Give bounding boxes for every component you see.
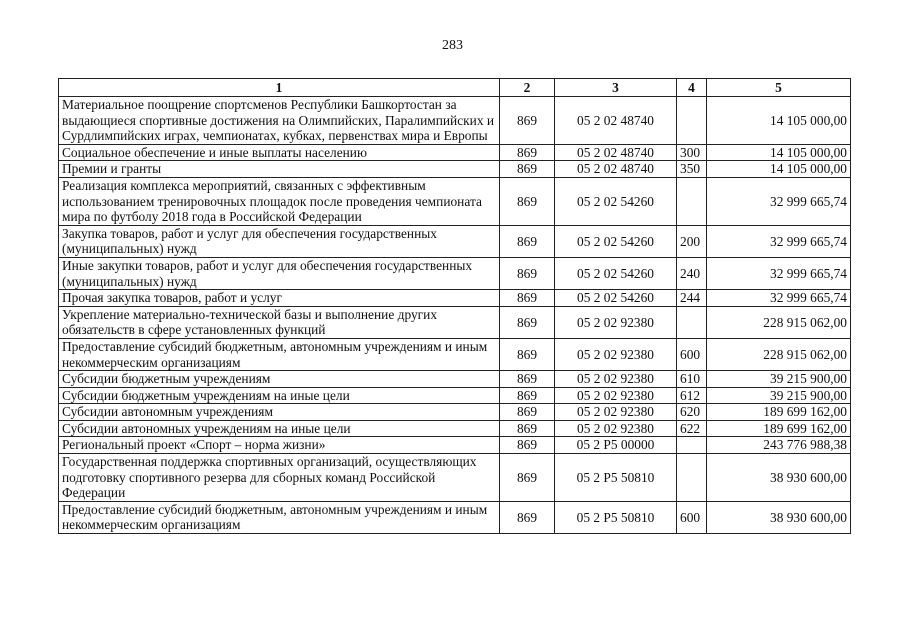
row-ministry-code: 869 [500,97,555,145]
table-row [59,371,851,388]
table-row [59,454,851,502]
row-amount: 32 999 665,74 [707,177,851,225]
row-expense-type: 350 [677,161,707,178]
column-header-3: 3 [555,79,677,97]
row-expense-type: 300 [677,144,707,161]
row-ministry-code: 869 [500,501,555,533]
row-expense-type: 612 [677,387,707,404]
row-description: Субсидии автономных учреждениям на иные цели [59,420,500,437]
row-amount: 228 915 062,00 [707,306,851,338]
table-row [59,404,851,421]
table-row [59,290,851,307]
row-ministry-code: 869 [500,371,555,388]
column-header-5: 5 [707,79,851,97]
row-amount: 32 999 665,74 [707,225,851,257]
row-amount: 32 999 665,74 [707,257,851,289]
table-row [59,257,851,289]
row-target-article: 05 2 02 54260 [555,225,677,257]
row-target-article: 05 2 02 92380 [555,387,677,404]
row-target-article: 05 2 02 92380 [555,338,677,370]
row-target-article: 05 2 02 92380 [555,420,677,437]
row-target-article: 05 2 02 54260 [555,177,677,225]
row-description: Иные закупки товаров, работ и услуг для обеспечения государственных (муниципальных) нужд [59,257,500,289]
row-ministry-code: 869 [500,454,555,502]
row-target-article: 05 2 P5 50810 [555,501,677,533]
row-amount: 14 105 000,00 [707,97,851,145]
row-ministry-code: 869 [500,225,555,257]
page-number: 283 [442,38,463,53]
row-description: Субсидии бюджетным учреждениям на иные цели [59,387,500,404]
row-amount: 189 699 162,00 [707,404,851,421]
row-ministry-code: 869 [500,257,555,289]
row-expense-type: 600 [677,338,707,370]
table-row [59,420,851,437]
row-description: Материальное поощрение спортсменов Республики Башкортостан за выдающиеся спортивные достижения на Олимпийских, Паралимпийских и Сурдлимпийских играх, чемпионатах, кубках, первенствах мира и Европы [59,97,500,145]
row-expense-type: 600 [677,501,707,533]
row-target-article: 05 2 P5 00000 [555,437,677,454]
table-row [59,144,851,161]
row-description: Государственная поддержка спортивных организаций, осуществляющих подготовку спортивного резерва для сборных команд Российской Федерации [59,454,500,502]
row-expense-type: 244 [677,290,707,307]
row-target-article: 05 2 P5 50810 [555,454,677,502]
row-target-article: 05 2 02 54260 [555,290,677,307]
row-description: Региональный проект «Спорт – норма жизни» [59,437,500,454]
row-ministry-code: 869 [500,177,555,225]
row-target-article: 05 2 02 48740 [555,97,677,145]
table-row [59,338,851,370]
row-ministry-code: 869 [500,387,555,404]
table-header-row [59,79,851,97]
row-description: Субсидии автономным учреждениям [59,404,500,421]
column-header-4: 4 [677,79,707,97]
table-row [59,97,851,145]
row-expense-type [677,437,707,454]
row-amount: 189 699 162,00 [707,420,851,437]
budget-table [58,78,851,534]
row-ministry-code: 869 [500,404,555,421]
row-expense-type: 622 [677,420,707,437]
table-row [59,177,851,225]
row-target-article: 05 2 02 92380 [555,371,677,388]
row-description: Закупка товаров, работ и услуг для обеспечения государственных (муниципальных) нужд [59,225,500,257]
row-amount: 32 999 665,74 [707,290,851,307]
row-target-article: 05 2 02 54260 [555,257,677,289]
row-amount: 38 930 600,00 [707,501,851,533]
row-description: Прочая закупка товаров, работ и услуг [59,290,500,307]
row-description: Предоставление субсидий бюджетным, автономным учреждениям и иным некоммерческим организациям [59,501,500,533]
row-ministry-code: 869 [500,290,555,307]
row-expense-type: 200 [677,225,707,257]
row-amount: 14 105 000,00 [707,161,851,178]
row-expense-type [677,97,707,145]
row-amount: 39 215 900,00 [707,387,851,404]
table-row [59,225,851,257]
row-expense-type [677,177,707,225]
row-description: Реализация комплекса мероприятий, связанных с эффективным использованием тренировочных площадок после проведения чемпионата мира по футболу 2018 года в Российской Федерации [59,177,500,225]
column-header-1: 1 [59,79,500,97]
row-description: Социальное обеспечение и иные выплаты населению [59,144,500,161]
row-expense-type: 620 [677,404,707,421]
column-header-2: 2 [500,79,555,97]
row-amount: 38 930 600,00 [707,454,851,502]
row-description: Субсидии бюджетным учреждениям [59,371,500,388]
table-row [59,501,851,533]
row-description: Премии и гранты [59,161,500,178]
table-row [59,161,851,178]
row-target-article: 05 2 02 92380 [555,306,677,338]
row-target-article: 05 2 02 92380 [555,404,677,421]
row-amount: 228 915 062,00 [707,338,851,370]
row-ministry-code: 869 [500,144,555,161]
row-target-article: 05 2 02 48740 [555,161,677,178]
row-target-article: 05 2 02 48740 [555,144,677,161]
row-description: Предоставление субсидий бюджетным, автономным учреждениям и иным некоммерческим организациям [59,338,500,370]
row-ministry-code: 869 [500,420,555,437]
row-ministry-code: 869 [500,338,555,370]
row-ministry-code: 869 [500,306,555,338]
table-row [59,306,851,338]
row-amount: 39 215 900,00 [707,371,851,388]
table-body [59,97,851,534]
row-expense-type: 610 [677,371,707,388]
row-ministry-code: 869 [500,161,555,178]
row-description: Укрепление материально-технической базы и выполнение других обязательств в сфере установленных функций [59,306,500,338]
row-ministry-code: 869 [500,437,555,454]
row-amount: 243 776 988,38 [707,437,851,454]
row-amount: 14 105 000,00 [707,144,851,161]
row-expense-type [677,454,707,502]
row-expense-type: 240 [677,257,707,289]
table-row [59,387,851,404]
table-row [59,437,851,454]
row-expense-type [677,306,707,338]
